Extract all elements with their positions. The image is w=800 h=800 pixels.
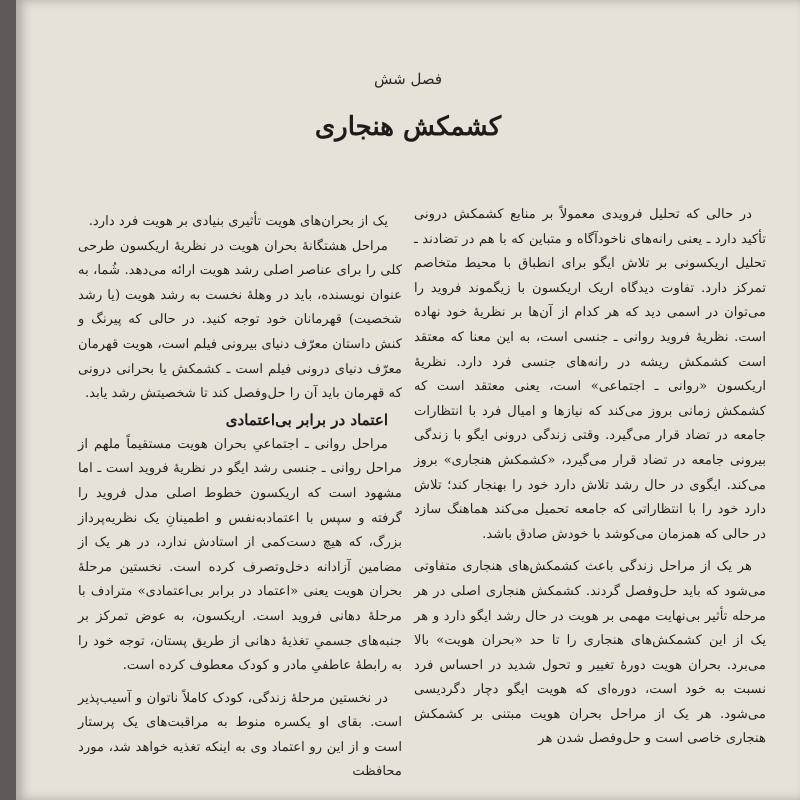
paragraph: در نخستین مرحلهٔ زندگی، کودک کاملاً ناتوان و آسیب‌پذیر است. بقای او یکسره منوط به مراقبت‌های یک پرستار است و از این رو اعتماد وی به اینکه تغذیه خواهد شد، مورد محافظت	[78, 690, 402, 780]
right-column	[414, 203, 766, 752]
paragraph: یک از بحران‌های هویت تأثیری بنیادی بر هویت فرد دارد.	[88, 214, 388, 229]
chapter-title: کشمکش هنجاری	[314, 112, 502, 142]
book-page	[16, 0, 800, 800]
section-heading: اعتماد در برابر بی‌اعتمادی	[225, 410, 388, 429]
chapter-label: فصل شش	[374, 70, 442, 88]
paragraph: در حالی که تحلیل فرویدی معمولاً بر منابع کشمکش درونی تأکید دارد ـ یعنی رانه‌های ناخودآگاه و متباین که با هم در تضادند ـ تحلیل اریکسونی بر تلاش ایگو برای انطباق با محیط متخاصم تمرکز دارد. تفاوت دیدگاه اریک اریکسون با زیگموند فروید را می‌توان در اسمی دید که هر کدام از آن‌ها بر نظریهٔ خود نهاده است. نظریهٔ فروید روانی ـ جنسی است، به این معنا که معتقد است کشمکش ریشه در رانه‌های جنسی فرد دارد. نظریهٔ اریکسون «روانی ـ اجتماعی» است، یعنی معتقد است که کشمکش زمانی بروز می‌کند که نیازها و امیال فرد با انتظارات جامعه در تضاد قرار می‌گیرد. وقتی زندگی درونی ایگو با زندگی بیرونی جامعه در تضاد قرار می‌گیرد، «کشمکش هنجاری» بروز می‌کند. ایگوی در حال رشد تلاش دارد خود را بهنجار کند؛ تلاش دارد خود را با انتظاراتی که جامعه تحمیل می‌کند هماهنگ سازد در حالی که همزمان می‌کوشد با خودش صادق باشد.	[414, 207, 766, 542]
left-column	[78, 210, 402, 785]
paragraph: هر یک از مراحل زندگی باعث کشمکش‌های هنجاری متفاوتی می‌شود که باید حل‌وفصل گردند. کشمکش هنجاری اصلی در هر مرحله تأثیر بی‌نهایت مهمی بر هویت در حال رشد ایگو دارد و هر یک از این کشمکش‌های هنجاری را تا حد «بحران هویت» بالا می‌برد. بحران هویت دورهٔ تغییر و تحول شدید در احساس فرد نسبت به خود است، دوره‌ای که هویت ایگو دچار دگردیسی می‌شود. هر یک از مراحل بحران هویت مبتنی بر کشمکش هنجاری خاصی است و حل‌وفصل شدن هر	[414, 559, 766, 747]
paragraph: مراحل هشتگانهٔ بحران هویت در نظریهٔ اریکسون طرحی کلی را برای عناصر اصلی رشد هویت ارائه می‌دهد. شُما، به عنوان نویسنده، باید در وهلهٔ نخست به رشد هویت (یا رشد شخصیت) قهرمانان خود توجه کنید. در حالی که پیرنگ و کنش داستان معرّف دنیای بیرونی فیلم است، هویت قهرمان معرّف دنیای درونی فیلم است ـ کشمکش یا بحرانی درونی که قهرمان باید آن را حل‌وفصل کند تا شخصیتش رشد یابد.	[78, 238, 402, 402]
paragraph: مراحل روانی ـ اجتماعیِ بحران هویت مستقیماً ملهم از مراحل روانی ـ جنسی رشد ایگو در نظریهٔ فروید است ـ اما مشهود است که اریکسون خطوط اصلی مدل فروید را گرفته و سپس با اعتمادبه‌نفس و اطمینانِ یک نظریه‌پرداز بزرگ، که هیچ دست‌کمی از استادش ندارد، در هر یک از مضامین آزادانه دخل‌وتصرف کرده است. نخستین مرحلهٔ بحران هویت یعنی «اعتماد در برابر بی‌اعتمادی» مترادف با مرحلهٔ دهانی فروید است. اریکسون، به عوض تمرکز بر جنبه‌های جسمیِ تغذیهٔ دهانی از طریق پستان، توجه خود را به رابطهٔ عاطفیِ مادر و کودک معطوف کرده است.	[78, 436, 402, 674]
